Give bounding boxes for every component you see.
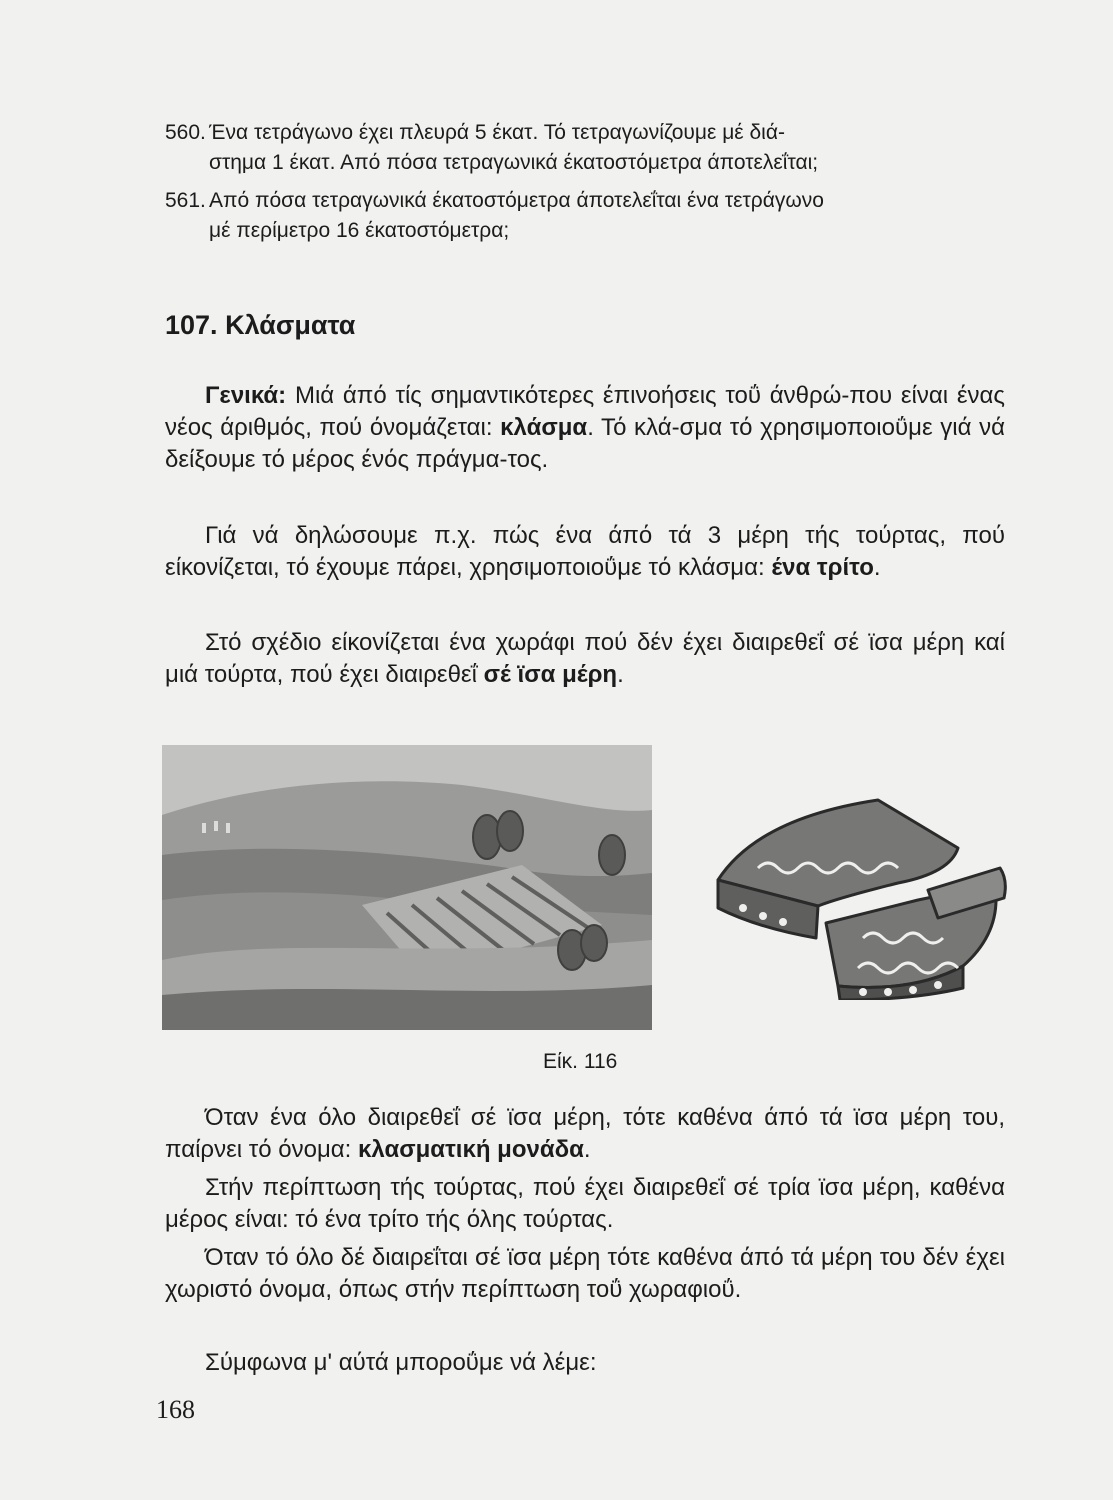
exercise-text: Από πόσα τετραγωνικά έκατοστόμετρα άποτελεΐται ένα τετράγωνο	[209, 189, 824, 212]
exercise-text: Ένα τετράγωνο έχει πλευρά 5 έκατ. Τό τετραγωνίζουμε μέ διά-	[209, 121, 785, 144]
section-heading	[165, 310, 355, 341]
paragraph-lead: Γενικά:	[205, 382, 287, 409]
field-illustration	[162, 745, 652, 1030]
paragraph-general	[165, 380, 1005, 476]
section-number: 107.	[165, 310, 218, 340]
paragraph-unit-fraction	[165, 1102, 1005, 1166]
paragraph-text-end: .	[873, 554, 881, 581]
paragraph-example	[165, 520, 1005, 584]
paragraph-text: Μιά άπό τίς σημαντικότερες έπινοήσεις τοΰ άνθρώ-που είναι ένας νέος άριθμός, πού όνομάζεται:	[165, 382, 1005, 441]
term-fraction: κλάσμα	[500, 414, 588, 441]
paragraph-text: Όταν τό όλο δέ διαιρεΐται σέ ϊσα μέρη τότε καθένα άπό τά μέρη του δέν έχει χωριστό όνομα, όπως στήν περίπτωση τοΰ χωραφιοΰ.	[165, 1244, 1005, 1303]
paragraph-tart-case	[165, 1172, 1005, 1236]
paragraph-text: Στό σχέδιο είκονίζεται ένα χωράφι πού δέν έχει διαιρεθεΐ σέ ϊσα μέρη καί μιά τούρτα, πού έχει διαιρεθεΐ	[165, 629, 1005, 688]
exercise-text-continued: στημα 1 έκατ. Από πόσα τετραγωνικά έκατοστόμετρα άποτελεΐται;	[209, 151, 819, 174]
paragraph-text: Γιά νά δηλώσουμε π.χ. πώς ένα άπό τά 3 μέρη τής τούρτας, πού είκονίζεται, τό έχουμε πάρει, χρησιμοποιοΰμε τό κλάσμα:	[165, 522, 1005, 581]
paragraph-text: Όταν ένα όλο διαιρεθεΐ σέ ϊσα μέρη, τότε καθένα άπό τά ϊσα μέρη του, παίρνει τό όνομα:	[165, 1104, 1005, 1163]
section-title: Κλάσματα	[225, 310, 356, 340]
paragraph-text-end: . Τό κλά-σμα τό χρησιμοποιοΰμε γιά νά δείξουμε τό μέρος ένός πράγμα-τος.	[165, 414, 1005, 473]
exercise-text-continued: μέ περίμετρο 16 έκατοστόμετρα;	[209, 219, 510, 242]
exercise-561	[165, 186, 1015, 246]
exercise-560	[165, 118, 1015, 178]
term-unit-fraction: κλασματική μονάδα	[358, 1136, 584, 1163]
exercise-number: 561.	[165, 189, 206, 212]
term-one-third: ένα τρίτο	[771, 554, 874, 581]
tart-illustration	[688, 788, 1013, 1000]
paragraph-field-case	[165, 1242, 1005, 1306]
term-equal-parts: σέ ϊσα μέρη	[483, 661, 618, 688]
paragraph-conclusion	[165, 1347, 1005, 1379]
exercise-number: 560.	[165, 121, 206, 144]
figure-caption: Είκ. 116	[543, 1050, 618, 1073]
paragraph-text: Σύμφωνα μ' αύτά μποροΰμε νά λέμε:	[205, 1349, 597, 1376]
paragraph-text: Στήν περίπτωση τής τούρτας, πού έχει διαιρεθεΐ σέ τρία ϊσα μέρη, καθένα μέρος είναι: τό ένα τρίτο τής όλης τούρτας.	[165, 1174, 1005, 1233]
paragraph-text-end: .	[617, 661, 624, 688]
page-number: 168	[156, 1395, 195, 1424]
paragraph-drawing	[165, 627, 1005, 691]
paragraph-text-end: .	[583, 1136, 591, 1163]
